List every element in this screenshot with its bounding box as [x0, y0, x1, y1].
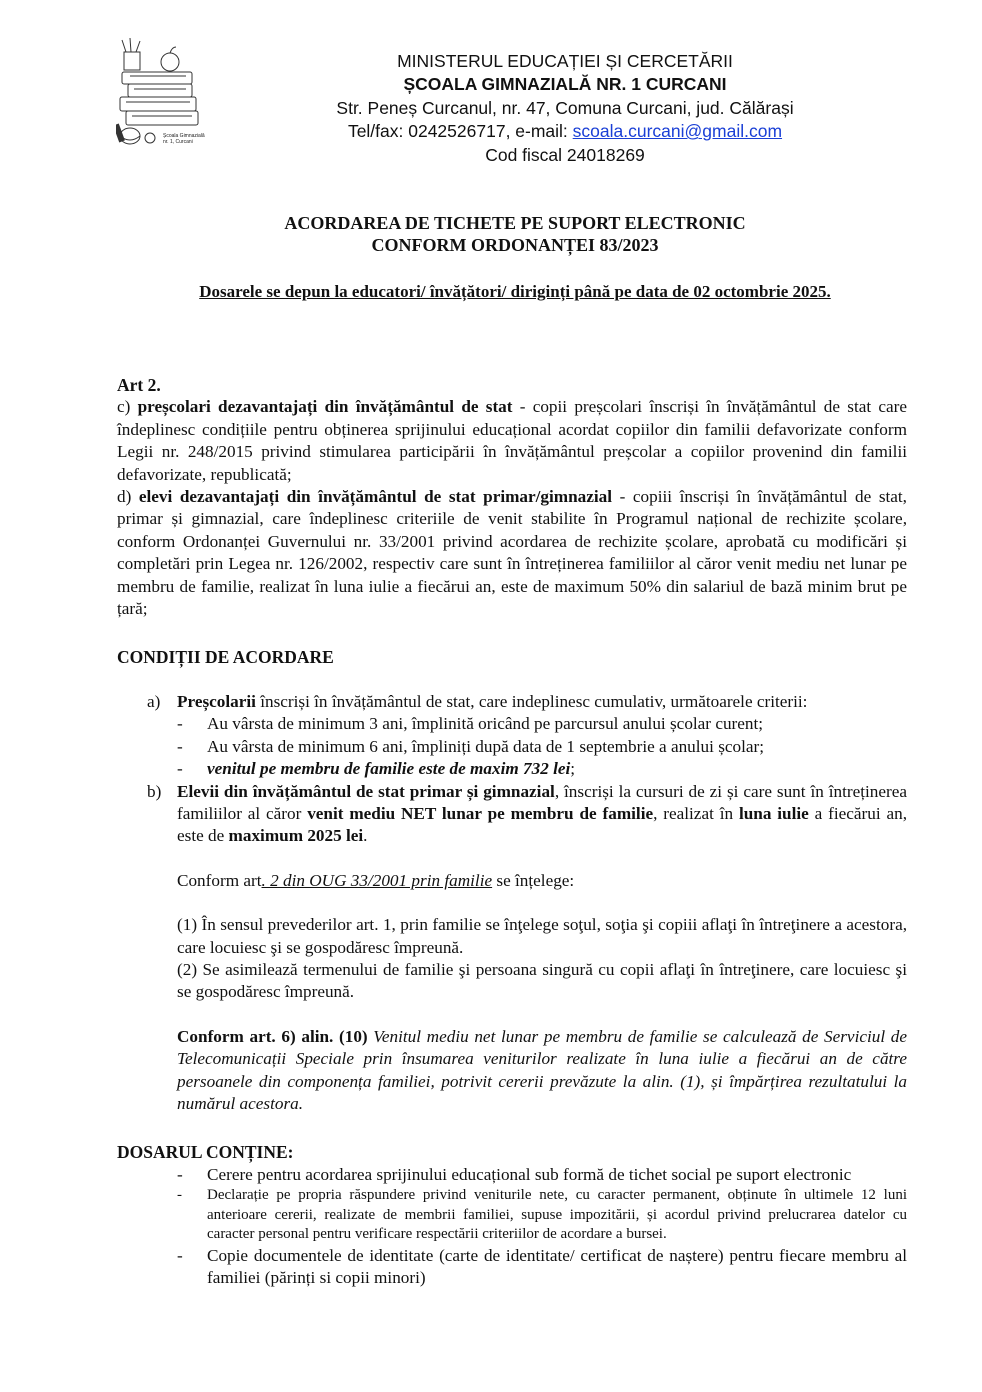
b-text-4: . [363, 826, 368, 846]
art6-bold: Conform art. 6) alin. (10) [177, 1026, 368, 1046]
condition-a-item-1 [117, 713, 907, 735]
logo-caption: Școala Gimnazială nr. 1, Curcani [163, 133, 205, 145]
item-text: Copie documentele de identitate (carte de identitate/ certificat de naștere) pentru fiecare membru al familiei (părinți si copii minori) [207, 1245, 907, 1288]
c-text: - copii preșcolari înscriși în învățământul de stat care îndeplinesc condițiile pentru obținerea sprijinului educațional acordat copiilor din familii defavorizate conform Legii nr. 248/2015 privind stimularea participării în învățământul preșcolar a copiilor provenind din familii defavorizate, republicată; [117, 397, 908, 484]
dash-marker: - [177, 759, 183, 779]
condition-a-item-3 [117, 758, 907, 780]
ministry-name: MINISTERUL EDUCAȚIEI ȘI CERCETĂRII [397, 51, 733, 71]
dash-marker: - [177, 1164, 183, 1184]
d-prefix: d) [117, 487, 139, 507]
d-text: - copiii înscriși în învățământul de stat, primar și gimnazial, care îndeplinesc criteriile de venit stabilite în Programul național de rechizite școlare, conform Ordonanței Guvernului nr. 33/2001 privind acordarea de rechizite școlare, aprobată cu modificări și completări prin Legea nr. 126/2002, respectiv care sunt în întreținerea familiilor al căror venit mediu net lunar pe membru de familie, realizat în luna iulie a fiecărui an, este de maximum 50% din salariul de bază minim brut pe țară; [117, 487, 907, 619]
dash-marker: - [177, 736, 183, 756]
b-text-3: a fiecărui an, este de [177, 803, 907, 846]
condition-a-text: înscriși în învățământul de stat, care indeplinesc cumulativ, următoarele criterii: [255, 691, 808, 711]
b-bold-2: venit mediu NET lunar pe membru de familie [307, 803, 654, 823]
conform-art2-line [117, 870, 907, 892]
institution-header [250, 50, 880, 167]
b-bold-4: maximum 2025 lei [228, 826, 364, 846]
title-line-2: CONFORM ORDONANȚEI 83/2023 [371, 235, 659, 255]
dash-marker: - [177, 714, 183, 734]
income-limit-preschool: venitul pe membru de familie este de maxim 732 lei [207, 759, 571, 779]
art6-italic: Venitul mediu net lunar pe membru de familie se calculează de Serviciul de Telecomunicații Speciale prin însumarea veniturilor realizate în luna iulie a fiecărui an de către persoanele din componența familiei, potrivit cererii prevăzute la alin. (1), și împărțirea rezultatului la numărul acestora. [177, 1026, 907, 1113]
item-tail: ; [570, 759, 576, 779]
school-contact [250, 120, 880, 143]
condition-a [117, 691, 907, 713]
c-prefix: c) [117, 397, 138, 417]
item-text: Au vârsta de minimum 6 ani, împliniți după data de 1 septembrie a anului școlar; [207, 736, 765, 756]
deadline-notice: Dosarele se depun la educatori/ învățători/ diriginți până pe data de 02 octombrie 2025. [199, 282, 831, 301]
dossier-heading: DOSARUL CONȚINE: [117, 1142, 294, 1163]
d-bold: elevi dezavantajați din învățământul de stat primar/gimnazial [138, 487, 613, 507]
dash-marker: - [177, 1245, 183, 1265]
b-bold-3: luna iulie [738, 803, 809, 823]
art6-paragraph [117, 1026, 907, 1116]
item-text: Declarație pe propria răspundere privind veniturile nete, cu caracter permanent, obținute în ultimele 12 luni anterioare cererii, realizate de membrii familiei, supuse impozitării, și acordul privind prelucrarea datelor cu caracter personal pentru verificare respectării criteriilor de acordare a bursei. [207, 1187, 907, 1243]
fiscal-code: Cod fiscal 24018269 [485, 144, 645, 165]
condition-a-letter: a) [147, 691, 161, 711]
dossier-item-3 [117, 1245, 907, 1290]
condition-a-item-2 [117, 736, 907, 758]
art2-d-paragraph [117, 486, 907, 620]
item-text: Cerere pentru acordarea sprijinului educațional sub formă de tichet social pe suport electronic [207, 1164, 852, 1184]
family-definition-2: (2) Se asimilează termenului de familie şi persoana singură cu copii aflaţi în întreţinere, care locuiesc şi se gospodăresc împreună. [177, 959, 907, 1002]
dossier-item-2 [117, 1186, 907, 1245]
item-text: Au vârsta de minimum 3 ani, împlinită oricând pe parcursul anului școlar curent; [207, 714, 764, 734]
conform-prefix: Conform art [177, 870, 262, 890]
dash-marker: - [177, 1187, 182, 1204]
email-link[interactable]: scoala.curcani@gmail.com [572, 121, 783, 142]
title-line-1: ACORDAREA DE TICHETE PE SUPORT ELECTRONIC [284, 213, 746, 233]
art2-heading: Art 2. [117, 375, 161, 395]
c-bold: preșcolari dezavantajați din învățământul de stat [137, 397, 513, 417]
b-text-2: , realizat în [653, 803, 739, 823]
conditions-heading: CONDIȚII DE ACORDARE [117, 647, 334, 668]
dossier-item-1 [117, 1164, 907, 1186]
art2-c-paragraph [117, 396, 907, 486]
school-logo [116, 38, 210, 156]
document-body [117, 374, 907, 1290]
condition-b [117, 781, 907, 848]
b-text-1: , înscriși la cursuri de zi și care sunt în întreținerea familiilor al căror [177, 781, 907, 823]
school-name: ȘCOALA GIMNAZIALĂ NR. 1 CURCANI [403, 74, 727, 95]
family-definition-1: (1) În sensul prevederilor art. 1, prin familie se înţelege soţul, soţia şi copiii aflaţi în întreţinere a acestora, care locuiesc şi se gospodăresc împreună. [177, 915, 907, 957]
condition-a-bold: Preșcolarii [177, 691, 256, 711]
document-title [120, 212, 910, 256]
condition-b-letter: b) [147, 781, 162, 801]
oug-reference-link[interactable]: . 2 din OUG 33/2001 prin familie [261, 870, 493, 890]
condition-b-bold: Elevii din învățământul de stat primar și gimnazial [177, 781, 555, 801]
contact-prefix: Tel/fax: 0242526717, e-mail: [347, 121, 573, 142]
conform-suffix: se înțelege: [492, 870, 575, 890]
school-address: Str. Peneș Curcanul, nr. 47, Comuna Curcani, jud. Călărași [336, 97, 794, 118]
conditions-list [117, 691, 907, 1116]
dossier-list [117, 1164, 907, 1290]
